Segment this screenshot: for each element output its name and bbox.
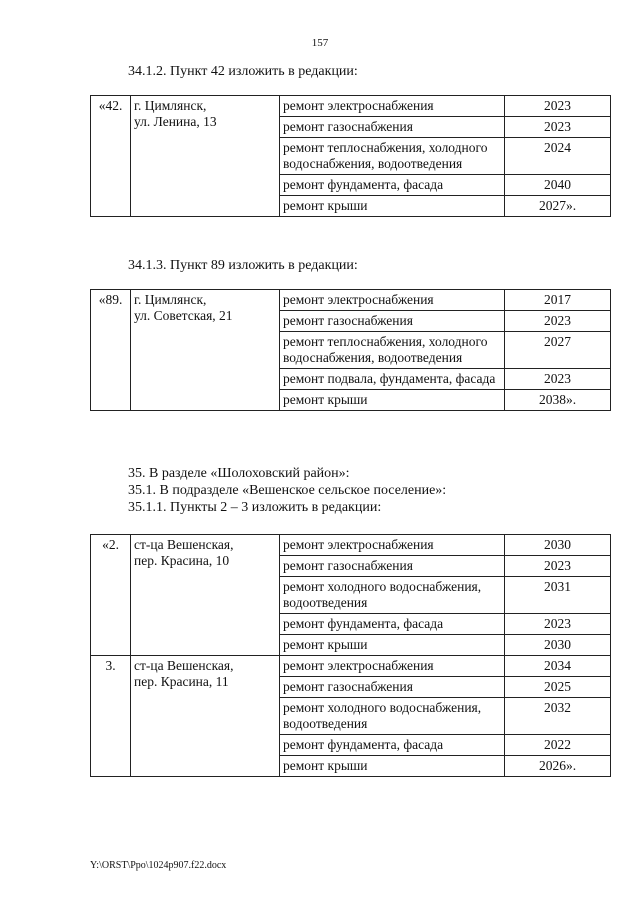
work-type: ремонт холодного водоснабжения, водоотведения [280,698,505,735]
work-year: 2040 [505,175,611,196]
address-line: пер. Красина, 11 [134,674,229,689]
work-year: 2027». [505,196,611,217]
work-year: 2017 [505,290,611,311]
item-number: «2. [91,535,131,656]
work-type: ремонт электроснабжения [280,656,505,677]
section-heading: 35. В разделе «Шолоховский район»: [128,466,350,481]
amendment-table [90,534,611,777]
address-line: ул. Советская, 21 [134,308,233,323]
amendment-table [90,289,611,411]
work-year: 2030 [505,535,611,556]
address-line: г. Цимлянск, [134,292,207,307]
work-year: 2023 [505,556,611,577]
work-type: ремонт газоснабжения [280,117,505,138]
address-cell [131,535,280,656]
item-number: «42. [91,96,131,217]
table-row [91,656,611,677]
work-type: ремонт фундамента, фасада [280,614,505,635]
work-year: 2023 [505,117,611,138]
page-number: 157 [311,37,329,49]
work-year: 2034 [505,656,611,677]
work-type: ремонт газоснабжения [280,677,505,698]
work-type: ремонт крыши [280,390,505,411]
work-year: 2027 [505,332,611,369]
work-type: ремонт подвала, фундамента, фасада [280,369,505,390]
table-row [91,535,611,556]
work-year: 2023 [505,96,611,117]
address-cell [131,290,280,411]
work-type: ремонт фундамента, фасада [280,175,505,196]
work-type: ремонт фундамента, фасада [280,735,505,756]
item-heading: 35.1.1. Пункты 2 – 3 изложить в редакции: [128,500,382,515]
address-cell [131,96,280,217]
work-type: ремонт электроснабжения [280,535,505,556]
work-year: 2030 [505,635,611,656]
work-type: ремонт теплоснабжения, холодного водоснабжения, водоотведения [280,332,505,369]
file-path-footer: Y:\ORST\Ppo\1024p907.f22.docx [90,860,227,871]
work-year: 2022 [505,735,611,756]
subsection-heading: 35.1. В подразделе «Вешенское сельское поселение»: [128,483,447,498]
work-type: ремонт электроснабжения [280,290,505,311]
work-year: 2023 [505,369,611,390]
work-type: ремонт теплоснабжения, холодного водоснабжения, водоотведения [280,138,505,175]
amendment-table [90,95,611,217]
item-number: «89. [91,290,131,411]
work-type: ремонт крыши [280,756,505,777]
work-type: ремонт электроснабжения [280,96,505,117]
work-year: 2026». [505,756,611,777]
table-row [91,290,611,311]
address-line: г. Цимлянск, [134,98,207,113]
table-row [91,96,611,117]
work-type: ремонт газоснабжения [280,556,505,577]
section-heading: 34.1.2. Пункт 42 изложить в редакции: [128,64,358,79]
work-year: 2023 [505,311,611,332]
address-line: пер. Красина, 10 [134,553,230,568]
work-type: ремонт крыши [280,635,505,656]
item-number: 3. [91,656,131,777]
work-type: ремонт холодного водоснабжения, водоотведения [280,577,505,614]
work-year: 2031 [505,577,611,614]
address-cell [131,656,280,777]
work-year: 2023 [505,614,611,635]
work-year: 2024 [505,138,611,175]
work-year: 2038». [505,390,611,411]
address-line: ул. Ленина, 13 [134,114,217,129]
work-type: ремонт газоснабжения [280,311,505,332]
address-line: ст-ца Вешенская, [134,658,234,673]
work-year: 2032 [505,698,611,735]
address-line: ст-ца Вешенская, [134,537,234,552]
section-heading: 34.1.3. Пункт 89 изложить в редакции: [128,258,358,273]
work-type: ремонт крыши [280,196,505,217]
work-year: 2025 [505,677,611,698]
